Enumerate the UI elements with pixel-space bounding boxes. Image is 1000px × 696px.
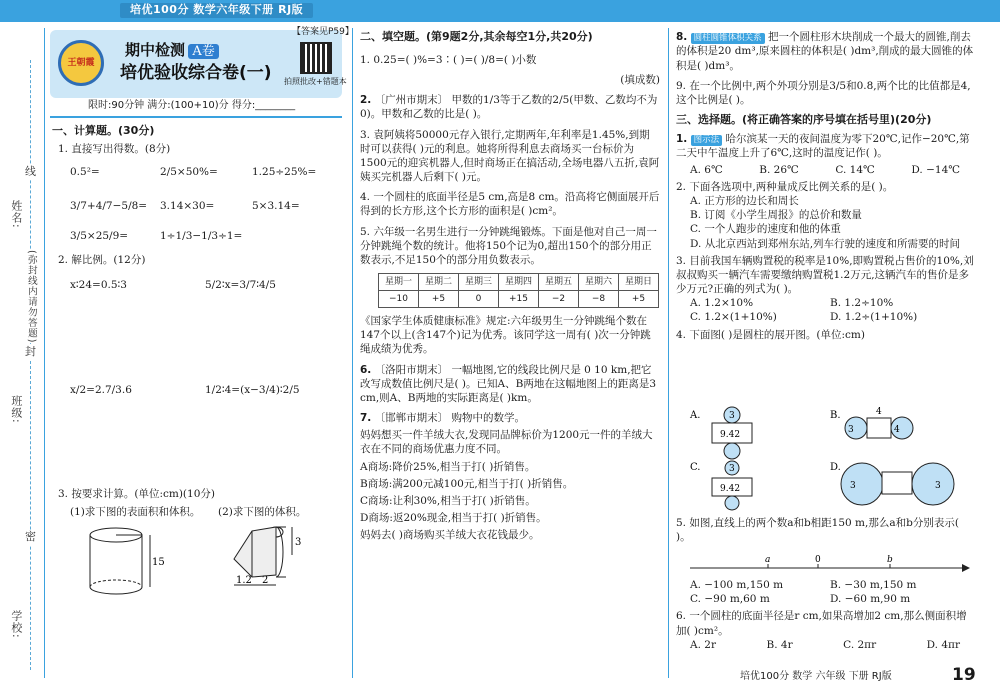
jump-rope-table xyxy=(378,273,659,308)
height-label: 15 xyxy=(152,557,165,568)
right-column xyxy=(676,30,976,342)
choice-options xyxy=(690,163,960,177)
table-header: 星期一 xyxy=(379,274,419,291)
calc-item: 0.5²= xyxy=(70,166,100,178)
choice-q1: 1. 图示法 哈尔滨某一天的夜间温度为零下20℃,记作−20℃,第二天中午温度上升了6℃,这时的温度记作( )。 xyxy=(676,133,970,160)
topic-tag: 图示法 xyxy=(691,135,723,146)
table-cell: −8 xyxy=(579,291,619,308)
fill-q4: 4. 一个圆柱的底面半径是5 cm,高是8 cm。沿高将它侧面展开后得到的长方形,这个长方形的面积是( )cm²。 xyxy=(360,191,660,218)
option[interactable]: B. 订阅《小学生周报》的总价和数量 xyxy=(690,209,862,222)
column-divider xyxy=(668,28,669,678)
calc-item: 1÷1/3−1/3÷1= xyxy=(160,230,243,242)
name-label: 姓名: xyxy=(9,200,23,229)
option[interactable]: D. 从北京西站到郑州东站,列车行驶的速度和所需要的时间 xyxy=(690,237,961,250)
option[interactable]: A. 6℃ xyxy=(690,163,723,176)
q3-sub2: (2)求下图的体积。 xyxy=(218,506,307,518)
option-a-label[interactable]: A. xyxy=(690,410,701,421)
q1-title: 1. 直接写出得数。(8分) xyxy=(58,143,171,155)
q3-sub1: (1)求下图的表面积和体积。 xyxy=(70,506,201,518)
divider xyxy=(50,116,342,118)
right-column-lower xyxy=(676,516,976,544)
option[interactable]: B. 26℃ xyxy=(759,163,799,176)
option[interactable]: A. −100 m,150 m xyxy=(690,579,784,591)
fill-q7-d: C商场:让利30%,相当于打( )折销售。 xyxy=(360,494,536,507)
option[interactable]: C. 1.2×(1+10%) xyxy=(690,311,777,324)
table-cell: −2 xyxy=(539,291,579,308)
title-prefix: 期中检测 xyxy=(125,41,186,59)
school-label: 学校: xyxy=(9,610,23,639)
option[interactable]: B. 1.2÷10% xyxy=(830,297,894,310)
right-column-tail xyxy=(676,578,976,652)
option-b-label[interactable]: B. xyxy=(830,410,841,421)
proportion-item: 1/2∶4=(x−3/4)∶2/5 xyxy=(205,384,300,396)
section-3-title: 三、选择题。(将正确答案的序号填在括号里)(20分) xyxy=(676,113,932,127)
composite-figure xyxy=(228,525,318,590)
answer-ref: 【答案见P59】 xyxy=(292,27,354,37)
fill-q7-f: 妈妈去( )商场购买羊绒大衣花钱最少。 xyxy=(360,529,540,542)
fill-q7-b: A商场:降价25%,相当于打( )折销售。 xyxy=(360,460,536,473)
svg-text:3: 3 xyxy=(729,464,735,474)
fig2-width2: 2 xyxy=(262,575,269,586)
seal-note: (弥封线内请勿答题) xyxy=(25,250,37,344)
calc-item: 3/5×25/9= xyxy=(70,230,129,242)
q3-title: 3. 按要求计算。(单位:cm)(10分) xyxy=(58,488,215,500)
fill-q7-c: B商场:满200元减100元,相当于打( )折销售。 xyxy=(360,477,574,490)
option[interactable]: C. 一个人跑步的速度和他的体重 xyxy=(690,223,841,236)
fill-q7-a: 妈妈想买一件羊绒大衣,发现同品牌标价为1200元一件的羊绒大衣在不同的商场优惠力度不同。 xyxy=(360,429,653,456)
proportion-item: 5/2∶x=3/7∶4/5 xyxy=(205,279,276,291)
point-a: a xyxy=(765,555,771,565)
table-cell: +5 xyxy=(419,291,459,308)
region-tag: 〔洛阳市期末〕 xyxy=(374,363,449,376)
choice-options xyxy=(690,638,960,652)
choice-q6: 6. 一个圆柱的底面半径是r cm,如果高增加2 cm,那么侧面积增加( )cm²。 xyxy=(676,610,967,637)
option[interactable]: B. −30 m,150 m xyxy=(830,579,917,591)
table-cell: +15 xyxy=(499,291,539,308)
fill-q9: 9. 在一个比例中,两个外项分别是3/5和0.8,两个比的比值都是4,这个比例是( )。 xyxy=(676,79,971,106)
option-c-label[interactable]: C. xyxy=(690,462,701,473)
choice-options xyxy=(690,578,976,592)
calc-item: 5×3.14= xyxy=(252,200,300,212)
option[interactable]: D. −14℃ xyxy=(911,163,960,176)
choice-q3: 3. 目前我国车辆购置税的税率是10%,即购置税占售价的10%,刘叔叔购买一辆汽车需要缴纳购置税1.2万元,这辆汽车的售价是多少万元?正确的列式为( )。 xyxy=(676,254,974,296)
fill-q1-note: (填成数) xyxy=(620,74,660,87)
fill-q2: 2. 〔广州市期末〕 甲数的1/3等于乙数的2/5(甲数、乙数均不为0)。甲数和乙数的比是( )。 xyxy=(360,94,658,121)
fill-q6: 6. 〔洛阳市期末〕 一幅地图,它的线段比例尺是 0 10 km,把它改写成数值比例尺是( )。已知A、B两地在这幅地图上的距离是3 cm,则A、B两地的实际距离是( )km。 xyxy=(360,363,657,404)
svg-text:3: 3 xyxy=(935,481,941,491)
seal-line xyxy=(30,60,31,670)
option[interactable]: A. 1.2×10% xyxy=(690,297,754,310)
fill-q8: 8. 圆柱圆锥体积关系 把一个圆柱形木块削成一个最大的圆锥,削去的体积是20 dm³,原来圆柱的体积是( )dm³,削成的最大圆锥的体积是( )dm³。 xyxy=(676,31,974,72)
column-divider xyxy=(352,28,353,678)
svg-text:9.42: 9.42 xyxy=(720,430,741,440)
option[interactable]: D. 4πr xyxy=(926,638,960,651)
choice-q5: 5. 如图,直线上的两个数a和b相距150 m,那么a和b分别表示( )。 xyxy=(676,517,959,544)
banner-text: 培优100分 数学六年级下册 RJ版 xyxy=(120,3,313,18)
table-header: 星期日 xyxy=(619,274,659,291)
qr-code[interactable] xyxy=(300,42,332,74)
brand-logo: 王朝霞 xyxy=(58,40,104,86)
svg-text:4: 4 xyxy=(894,425,900,435)
table-header: 星期四 xyxy=(499,274,539,291)
table-header: 星期六 xyxy=(579,274,619,291)
calc-item: 3.14×30= xyxy=(160,200,215,212)
class-label: 班级: xyxy=(9,395,23,424)
region-tag: 〔邯郸市期末〕 xyxy=(374,412,449,425)
svg-text:3: 3 xyxy=(850,481,856,491)
cylinder-figure xyxy=(88,525,168,605)
title-badge: A卷 xyxy=(188,44,218,59)
topic-tag: 圆柱圆锥体积关系 xyxy=(691,33,765,44)
margin-line xyxy=(44,28,45,678)
choice-options xyxy=(690,592,976,606)
fill-q5: 5. 六年级一名男生进行一分钟跳绳锻炼。下面是他对自己一周一分钟跳绳个数的统计。他将150个记为0,超出150个的部分用正数表示,不足150个的部分用负数表示。 xyxy=(360,225,657,266)
section-1-title: 一、计算题。(30分) xyxy=(52,124,155,137)
option[interactable]: C. −90 m,60 m xyxy=(690,593,770,606)
option[interactable]: C. 14℃ xyxy=(835,163,875,176)
table-cell: 0 xyxy=(459,291,499,308)
choice-q2: 2. 下面各选项中,两种量成反比例关系的是( )。 xyxy=(676,180,894,193)
top-banner xyxy=(0,0,1000,22)
choice-options xyxy=(690,310,976,324)
qr-caption: 拍照批改+错题本 xyxy=(284,77,347,86)
seal-mark-2: 封 xyxy=(25,345,36,358)
section-2-title: 二、填空题。(第9题2分,其余每空1分,共20分) xyxy=(360,30,593,43)
fill-q5-b: 《国家学生体质健康标准》规定:六年级男生一分钟跳绳个数在147个以上(含147个)记为优秀。该同学这一周有( )次一分钟跳绳成绩为优秀。 xyxy=(360,315,651,356)
choice-q4: 4. 下面图( )是圆柱的展开图。(单位:cm) xyxy=(676,328,865,341)
region-tag: 〔广州市期末〕 xyxy=(374,94,449,107)
calc-item: 1.25÷25%= xyxy=(252,166,317,178)
svg-text:4: 4 xyxy=(876,407,882,417)
seal-mark-3: 密 xyxy=(25,530,36,543)
table-header: 星期二 xyxy=(419,274,459,291)
fill-q7: 7. 〔邯郸市期末〕 购物中的数学。 xyxy=(360,412,525,425)
option[interactable]: B. 4r xyxy=(766,638,793,651)
page-number: 19 xyxy=(952,665,976,685)
point-zero: 0 xyxy=(815,555,821,565)
table-header: 星期三 xyxy=(459,274,499,291)
exam-info: 限时:90分钟 满分:(100+10)分 得分:________ xyxy=(88,100,296,111)
choice-options xyxy=(690,296,976,310)
option-d-label[interactable]: D. xyxy=(830,462,841,473)
table-cell: −10 xyxy=(379,291,419,308)
calc-item: 3/7+4/7−5/8= xyxy=(70,200,148,212)
table-header: 星期五 xyxy=(539,274,579,291)
option[interactable]: A. 2r xyxy=(690,638,716,651)
number-line xyxy=(690,556,970,580)
table-cell: +5 xyxy=(619,291,659,308)
middle-column xyxy=(360,30,660,542)
svg-text:3: 3 xyxy=(729,411,735,421)
option[interactable]: C. 2πr xyxy=(843,638,877,651)
option[interactable]: D. −60 m,90 m xyxy=(830,593,911,606)
calc-item: 2/5×50%= xyxy=(160,166,218,178)
fill-q7-e: D商场:返20%现金,相当于打( )折销售。 xyxy=(360,512,547,525)
seal-mark-1: 线 xyxy=(25,165,36,178)
page-title: 培优验收综合卷(一) xyxy=(120,63,272,83)
q2-title: 2. 解比例。(12分) xyxy=(58,254,146,266)
svg-text:3: 3 xyxy=(848,425,854,435)
fig2-height: 3 xyxy=(295,537,302,548)
fig2-width1: 1.2 xyxy=(236,575,252,586)
option[interactable]: D. 1.2÷(1+10%) xyxy=(830,311,918,324)
cylinder-nets xyxy=(690,406,980,508)
option[interactable]: A. 正方形的边长和周长 xyxy=(690,194,799,207)
proportion-item: x∶24=0.5∶3 xyxy=(70,279,127,291)
footer-text: 培优100分 数学 六年级 下册 RJ版 xyxy=(740,671,892,682)
svg-text:9.42: 9.42 xyxy=(720,484,741,494)
title-line-1 xyxy=(125,40,219,61)
fill-q1: 1. 0.25=( )%=3∶( )=( )/8=( )小数 xyxy=(360,53,537,66)
proportion-item: x/2=2.7/3.6 xyxy=(70,384,132,396)
point-b: b xyxy=(887,555,893,565)
fill-q3: 3. 袁阿姨将50000元存入银行,定期两年,年利率是1.45%,到期时可以获得( )元的利息。她将所得利息去商场买一台标价为1500元的迎宾机器人,但时商场正在搞活动,全场电器八五折,袁阿姨买完机器人后剩下( )元。 xyxy=(360,128,660,184)
